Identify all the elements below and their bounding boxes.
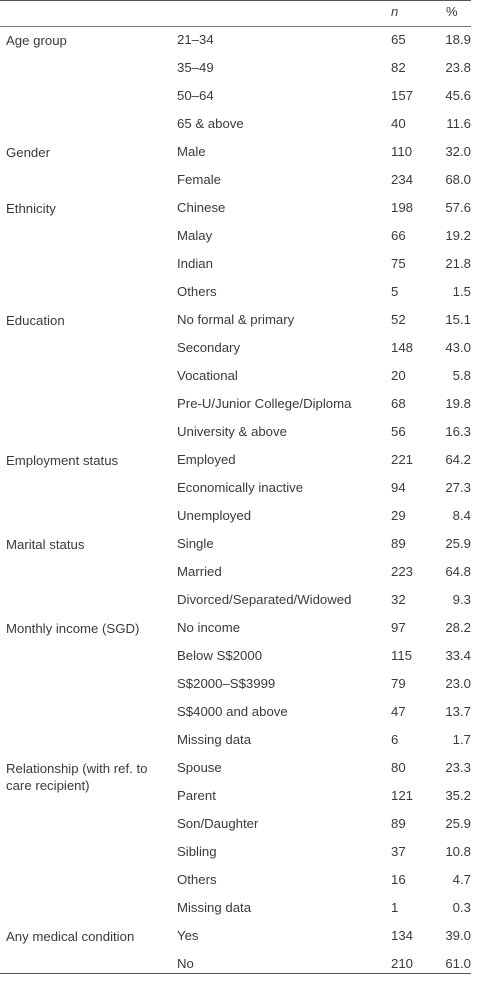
row-percent: 10.8 (445, 844, 471, 859)
row-count: 16 (391, 872, 406, 887)
row-category-label: Others (177, 284, 217, 299)
row-category-label: Below S$2000 (177, 648, 263, 663)
row-category-label: 35–49 (177, 60, 214, 75)
row-count: 110 (391, 144, 413, 159)
table-row (0, 785, 479, 813)
row-category-label: Parent (177, 788, 216, 803)
row-count: 210 (391, 956, 414, 971)
row-percent: 19.8 (445, 396, 471, 411)
table-row (0, 421, 479, 449)
table-row (0, 533, 479, 561)
row-category-label: Male (177, 144, 206, 159)
row-category-label: Son/Daughter (177, 816, 259, 831)
row-count: 1 (391, 900, 399, 915)
table-row (0, 57, 479, 85)
row-group-label: Monthly income (SGD) (6, 621, 140, 636)
row-category-label: University & above (177, 424, 287, 439)
row-percent: 8.4 (452, 508, 471, 523)
row-percent: 23.3 (445, 760, 471, 775)
row-percent: 68.0 (445, 172, 471, 187)
row-percent: 1.7 (452, 732, 471, 747)
row-count: 82 (391, 60, 406, 75)
row-percent: 61.0 (445, 956, 471, 971)
table-row (0, 141, 479, 169)
row-category-label: Single (177, 536, 214, 551)
row-category-label: Missing data (177, 900, 252, 915)
row-group-label: Gender (6, 145, 50, 160)
table-row (0, 617, 479, 645)
row-count: 79 (391, 676, 406, 691)
table-row (0, 393, 479, 421)
row-percent: 21.8 (445, 256, 471, 271)
row-percent: 32.0 (445, 144, 471, 159)
table-row (0, 869, 479, 897)
row-count: 198 (391, 200, 414, 215)
table-row (0, 281, 479, 309)
row-count: 89 (391, 816, 406, 831)
row-percent: 0.3 (452, 900, 471, 915)
row-category-label: Yes (177, 928, 199, 943)
row-group-label: Ethnicity (6, 201, 56, 216)
row-count: 94 (391, 480, 406, 495)
row-percent: 39.0 (445, 928, 471, 943)
row-percent: 64.8 (445, 564, 471, 579)
row-count: 221 (391, 452, 414, 467)
row-category-label: Married (177, 564, 222, 579)
row-category-label: 21–34 (177, 32, 214, 47)
row-percent: 45.6 (445, 88, 471, 103)
row-count: 89 (391, 536, 406, 551)
table-row (0, 365, 479, 393)
table-row (0, 29, 479, 57)
row-percent: 9.3 (452, 592, 471, 607)
row-count: 6 (391, 732, 399, 747)
table-bottom-rule (0, 973, 471, 974)
row-category-label: Unemployed (177, 508, 252, 523)
row-category-label: Indian (177, 256, 213, 271)
row-category-label: Pre-U/Junior College/Diploma (177, 396, 352, 411)
row-count: 5 (391, 284, 399, 299)
table-row (0, 85, 479, 113)
row-count: 234 (391, 172, 414, 187)
row-category-label: Female (177, 172, 221, 187)
row-percent: 19.2 (445, 228, 471, 243)
row-category-label: Employed (177, 452, 236, 467)
header-rule (0, 26, 471, 27)
row-category-label: Missing data (177, 732, 252, 747)
row-count: 115 (391, 648, 413, 663)
row-group-label: Education (6, 313, 65, 328)
row-count: 20 (391, 368, 406, 383)
row-percent: 1.5 (452, 284, 471, 299)
row-count: 40 (391, 116, 406, 131)
header-n: n (391, 4, 399, 19)
row-count: 148 (391, 340, 414, 355)
table-row (0, 169, 479, 197)
row-percent: 57.6 (445, 200, 471, 215)
row-percent: 64.2 (445, 452, 471, 467)
table-row (0, 449, 479, 477)
row-category-label: S$2000–S$3999 (177, 676, 276, 691)
row-count: 97 (391, 620, 406, 635)
row-percent: 16.3 (445, 424, 471, 439)
row-category-label: Secondary (177, 340, 241, 355)
row-category-label: 65 & above (177, 116, 244, 131)
row-category-label: Sibling (177, 844, 217, 859)
row-percent: 15.1 (445, 312, 471, 327)
row-category-label: Spouse (177, 760, 222, 775)
table-top-rule (0, 0, 471, 1)
row-count: 32 (391, 592, 406, 607)
row-percent: 23.8 (445, 60, 471, 75)
table-row (0, 561, 479, 589)
table-row (0, 505, 479, 533)
row-percent: 4.7 (452, 872, 471, 887)
row-category-label: 50–64 (177, 88, 214, 103)
table-row (0, 757, 479, 793)
row-count: 56 (391, 424, 406, 439)
row-percent: 35.2 (445, 788, 471, 803)
row-count: 157 (391, 88, 414, 103)
header-percent: % (446, 4, 458, 19)
row-category-label: Vocational (177, 368, 238, 383)
row-count: 68 (391, 396, 406, 411)
row-group-label: Relationship (with ref. to care recipient) (6, 761, 148, 793)
row-count: 52 (391, 312, 406, 327)
row-percent: 28.2 (445, 620, 471, 635)
table-row (0, 589, 479, 617)
row-count: 75 (391, 256, 406, 271)
row-percent: 25.9 (445, 816, 471, 831)
row-category-label: Divorced/Separated/Widowed (177, 592, 352, 607)
row-count: 121 (391, 788, 414, 803)
row-percent: 13.7 (445, 704, 471, 719)
table-row (0, 813, 479, 841)
row-category-label: No (177, 956, 194, 971)
table-row (0, 337, 479, 365)
row-count: 29 (391, 508, 406, 523)
table-row (0, 925, 479, 953)
table-row (0, 113, 479, 141)
row-category-label: Economically inactive (177, 480, 304, 495)
table-row (0, 673, 479, 701)
table-row (0, 645, 479, 673)
row-group-label: Age group (6, 33, 67, 48)
row-category-label: Chinese (177, 200, 226, 215)
row-count: 37 (391, 844, 406, 859)
row-category-label: S$4000 and above (177, 704, 288, 719)
table-row (0, 729, 479, 757)
row-count: 134 (391, 928, 414, 943)
table-row (0, 225, 479, 253)
table-row (0, 253, 479, 281)
row-percent: 5.8 (452, 368, 471, 383)
row-count: 66 (391, 228, 406, 243)
row-percent: 27.3 (445, 480, 471, 495)
row-percent: 33.4 (445, 648, 471, 663)
row-percent: 43.0 (445, 340, 471, 355)
row-category-label: Others (177, 872, 217, 887)
row-category-label: No income (177, 620, 241, 635)
table-row (0, 897, 479, 925)
row-group-label: Marital status (6, 537, 85, 552)
table-row (0, 953, 479, 981)
table-row (0, 309, 479, 337)
row-percent: 11.6 (446, 116, 471, 131)
row-category-label: Malay (177, 228, 213, 243)
row-category-label: No formal & primary (177, 312, 295, 327)
table-row (0, 841, 479, 869)
table-row (0, 197, 479, 225)
row-count: 223 (391, 564, 414, 579)
table-row (0, 701, 479, 729)
row-count: 80 (391, 760, 406, 775)
table-row (0, 477, 479, 505)
row-percent: 18.9 (445, 32, 471, 47)
row-count: 47 (391, 704, 406, 719)
row-group-label: Employment status (6, 453, 119, 468)
row-percent: 23.0 (445, 676, 471, 691)
row-count: 65 (391, 32, 406, 47)
row-percent: 25.9 (445, 536, 471, 551)
row-group-label: Any medical condition (6, 929, 135, 944)
